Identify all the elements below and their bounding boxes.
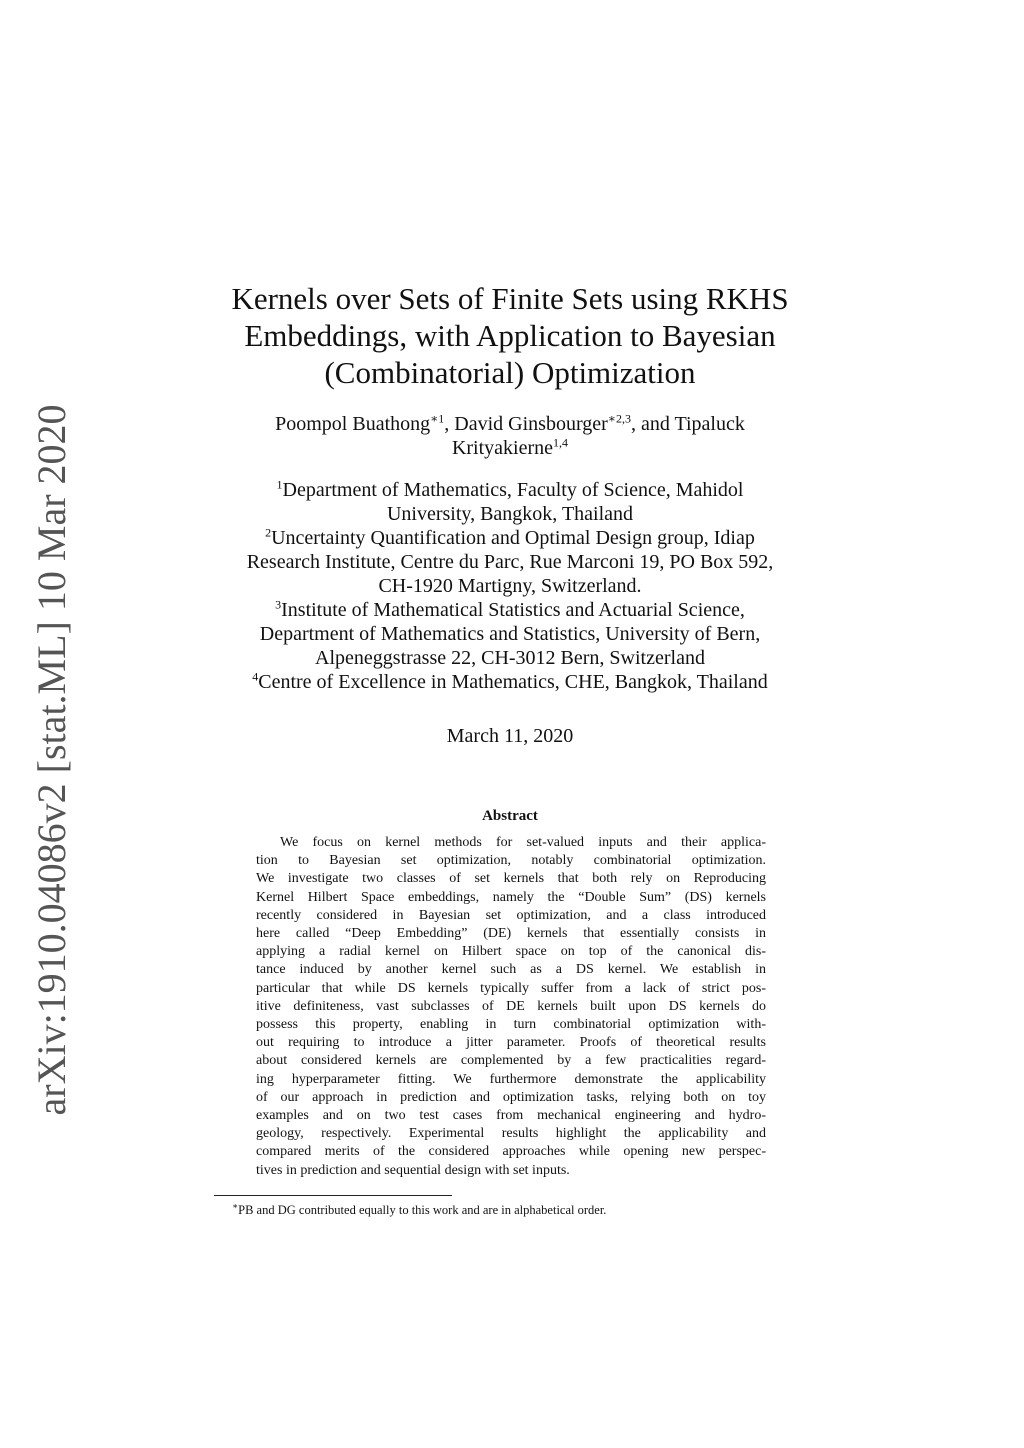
abstract-line: applying a radial kernel on Hilbert space on top of the canonical dis- [256,944,766,960]
abstract-heading: Abstract [482,808,538,824]
abstract-line: tives in prediction and sequential design with set inputs. [256,1162,570,1178]
affiliation-text: Department of Mathematics, Faculty of Science, Mahidol [282,479,744,501]
title-line: (Combinatorial) Optimization [324,355,696,390]
affiliation-text: Centre of Excellence in Mathematics, CHE, Bangkok, Thailand [258,671,768,693]
affiliation-number: 3 [275,597,282,612]
title-line: Kernels over Sets of Finite Sets using RKHS [231,281,789,316]
author-name-part: and Tipaluck [640,413,745,435]
footnote-mark: ∗ [232,1200,239,1211]
abstract-line: here called “Deep Embedding” (DE) kernels that essentially consists in [256,926,766,942]
affiliation-text: Institute of Mathematical Statistics and Actuarial Science, [281,599,745,621]
affiliation-line: CH-1920 Martigny, Switzerland. [378,575,642,597]
footnote-divider [214,1195,452,1196]
abstract-line: of our approach in prediction and optimization tasks, relying both on toy [256,1089,766,1105]
arxiv-identifier-stamp [16,404,86,1116]
affiliation-line [180,526,840,550]
author-affiliation-mark: 1,4 [553,435,569,450]
footnote [232,1202,792,1218]
affiliation-line: Alpeneggstrasse 22, CH-3012 Bern, Switzerland [315,647,705,669]
affiliation-list [180,478,840,694]
abstract-line: possess this property, enabling in turn combinatorial optimization with- [256,1017,766,1033]
author-affiliation-mark: ∗2,3 [607,411,631,426]
abstract-line: examples and on two test cases from mechanical engineering and hydro- [256,1108,766,1124]
author-name: Poompol Buathong [275,413,431,435]
abstract-line: tance induced by another kernel such as a DS kernel. We establish in [256,962,766,978]
affiliation-number: 4 [252,669,259,684]
abstract-line: tion to Bayesian set optimization, notably combinatorial optimization. [256,853,766,869]
abstract-line: compared merits of the considered approaches while opening new perspec- [256,1144,766,1160]
abstract-line: itive definiteness, vast subclasses of DE kernels built upon DS kernels do [256,998,766,1014]
affiliation-text: Uncertainty Quantification and Optimal Design group, Idiap [271,527,755,549]
author-affiliation-mark: ∗1 [430,411,445,426]
affiliation-line [180,478,840,502]
abstract-line: We investigate two classes of set kernels that both rely on Reproducing [256,871,766,887]
affiliation-number: 2 [265,525,272,540]
abstract-line: ing hyperparameter fitting. We furthermore demonstrate the applicability [256,1071,766,1087]
abstract-line: about considered kernels are complemented by a few practicalities regard- [256,1053,766,1069]
author-name-part: Krityakierne [451,437,554,459]
abstract-body [256,834,766,1180]
footnote-text: PB and DG contributed equally to this work and are in alphabetical order. [238,1203,607,1217]
arxiv-identifier-text: arXiv:1910.04086v2 [stat.ML] 10 Mar 2020 [28,404,74,1116]
affiliation-number: 1 [276,477,283,492]
affiliation-line [180,598,840,622]
abstract-line: We focus on kernel methods for set-valued inputs and their applica- [280,835,766,850]
affiliation-line: University, Bangkok, Thailand [386,503,634,525]
abstract-line: recently considered in Bayesian set optimization, and a class introduced [256,907,766,923]
affiliation-line: Department of Mathematics and Statistics, University of Bern, [259,623,761,645]
affiliation-line: Research Institute, Centre du Parc, Rue Marconi 19, PO Box 592, [246,551,774,573]
author-name: David Ginsbourger [454,413,608,435]
publication-date: March 11, 2020 [446,725,574,747]
author-list: Poompol Buathong$^{∗1}$, David Ginsbourger$^{∗2,3}$, and Tipaluck Krityakierne$^{1,4}$ [275,411,745,459]
abstract-line: Kernel Hilbert Space embeddings, namely the “Double Sum” (DS) kernels [256,889,766,905]
abstract-line: geology, respectively. Experimental results highlight the applicability and [256,1126,766,1142]
abstract-line: particular that while DS kernels typically suffer from a lack of strict pos- [256,980,766,996]
affiliation-line [180,670,840,694]
paper-title [200,280,820,391]
title-line: Embeddings, with Application to Bayesian [244,318,776,353]
abstract-line: out requiring to introduce a jitter parameter. Proofs of theoretical results [256,1035,766,1051]
